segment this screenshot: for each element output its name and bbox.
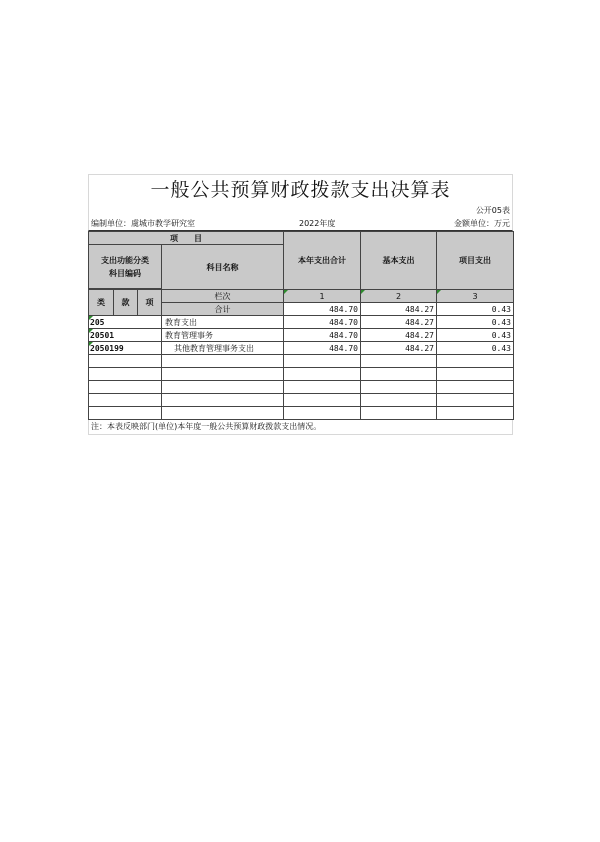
- expenditure-table: [88, 231, 514, 420]
- empty-row: [89, 394, 514, 407]
- empty-row: [89, 368, 514, 381]
- header-basic: 基本支出: [361, 232, 437, 290]
- sum-total: 484.70: [284, 303, 361, 316]
- budget-report: [88, 174, 513, 435]
- report-title: 一般公共预算财政拨款支出决算表: [88, 174, 513, 205]
- org-label: 编制单位：虞城市教学研究室: [91, 219, 195, 228]
- header-lei: 类: [89, 290, 114, 316]
- table-row: [89, 316, 514, 329]
- report-meta: [88, 217, 513, 231]
- row-total: 484.70: [284, 329, 361, 342]
- row-code: 20501: [89, 329, 162, 342]
- unit-label: 金额单位：万元: [454, 219, 510, 228]
- row-project: 0.43: [437, 342, 514, 355]
- sum-project: 0.43: [437, 303, 514, 316]
- header-col2: 2: [361, 290, 437, 303]
- row-code: 205: [89, 316, 162, 329]
- form-number: 公开05表: [88, 205, 513, 217]
- row-basic: 484.27: [361, 329, 437, 342]
- header-func-code-line1: 支出功能分类: [101, 255, 149, 265]
- footnote: 注：本表反映部门(单位)本年度一般公共预算财政拨款支出情况。: [88, 420, 513, 435]
- row-name: 教育支出: [162, 316, 284, 329]
- table-row: [89, 329, 514, 342]
- header-col3: 3: [437, 290, 514, 303]
- row-name: 教育管理事务: [162, 329, 284, 342]
- header-item: 项 目: [89, 232, 284, 245]
- year-label: 2022年度: [299, 219, 336, 228]
- sum-label: 合计: [162, 303, 284, 316]
- row-total: 484.70: [284, 342, 361, 355]
- header-func-code-line2: 科目编码: [109, 268, 141, 278]
- row-basic: 484.27: [361, 316, 437, 329]
- row-project: 0.43: [437, 329, 514, 342]
- row-basic: 484.27: [361, 342, 437, 355]
- header-kuan: 款: [114, 290, 138, 316]
- header-total: 本年支出合计: [284, 232, 361, 290]
- header-col1: 1: [284, 290, 361, 303]
- empty-row: [89, 381, 514, 394]
- header-row-label: 栏次: [162, 290, 284, 303]
- header-subject-name: 科目名称: [162, 245, 284, 290]
- header-xiang: 项: [138, 290, 162, 316]
- row-project: 0.43: [437, 316, 514, 329]
- empty-row: [89, 407, 514, 420]
- row-total: 484.70: [284, 316, 361, 329]
- empty-row: [89, 355, 514, 368]
- row-code: 2050199: [89, 342, 162, 355]
- sum-basic: 484.27: [361, 303, 437, 316]
- header-func-code: [89, 245, 162, 289]
- table-row: [89, 342, 514, 355]
- header-project: 项目支出: [437, 232, 514, 290]
- row-name: 其他教育管理事务支出: [162, 342, 284, 355]
